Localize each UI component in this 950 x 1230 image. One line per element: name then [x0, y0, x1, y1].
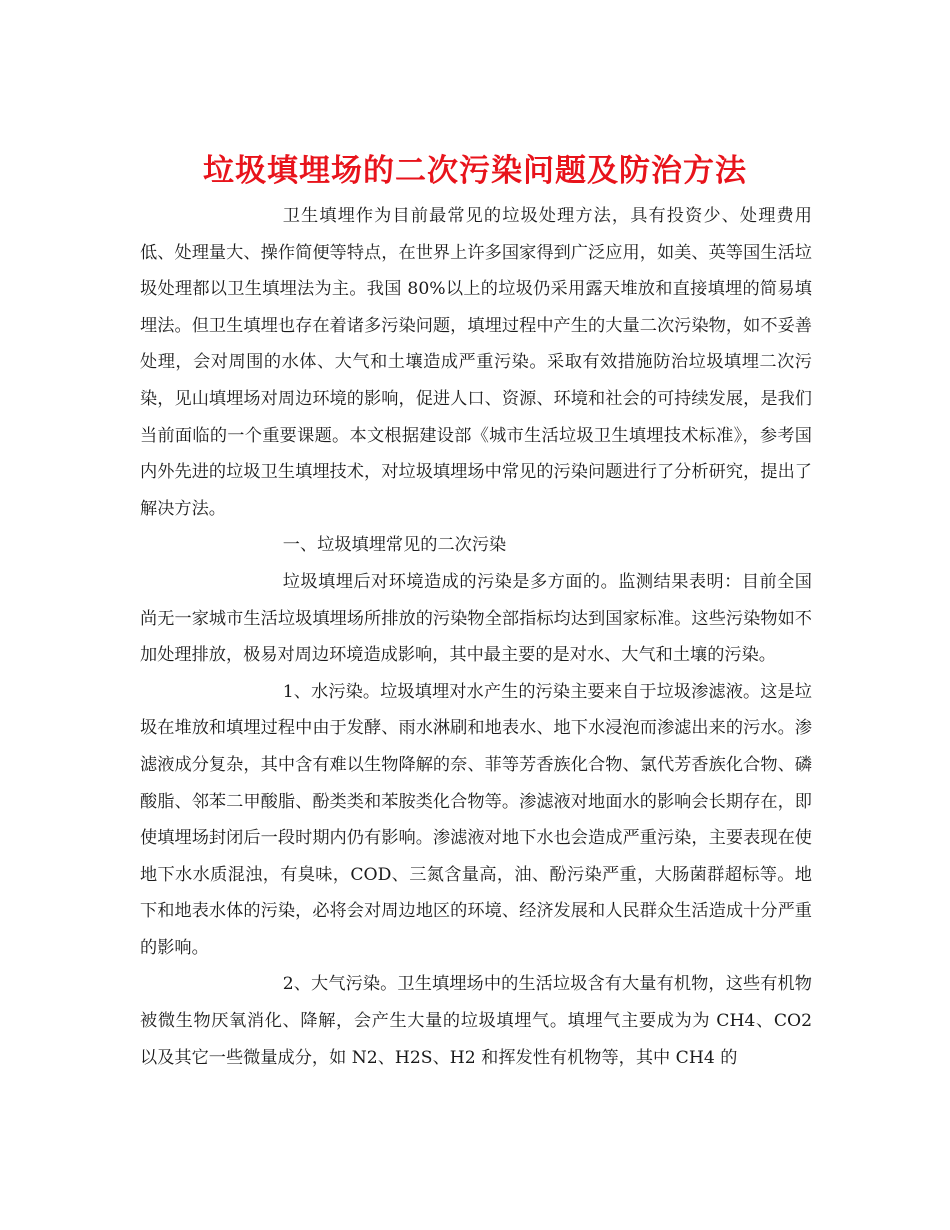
paragraph-water-pollution: 1、水污染。垃圾填埋对水产生的污染主要来自于垃圾渗滤液。这是垃圾在堆放和填埋过程中由于发酵、雨水淋刷和地表水、地下水浸泡而渗滤出来的污水。渗滤液成分复杂，其中含有难以生物降解的奈、菲等芳香族化合物、氯代芳香族化合物、磷酸脂、邻苯二甲酸脂、酚类类和苯胺类化合物等。渗滤液对地面水的影响会长期存在，即使填埋场封闭后一段时期内仍有影响。渗滤液对地下水也会造成严重污染，主要表现在使地下水水质混浊，有臭味，COD、三氮含量高，油、酚污染严重，大肠菌群超标等。地下和地表水体的污染，必将会对周边地区的环境、经济发展和人民群众生活造成十分严重的影响。 [140, 681, 812, 958]
document-body [140, 198, 812, 1076]
document-title: 垃圾填埋场的二次污染问题及防治方法 [203, 152, 747, 189]
paragraph-intro: 卫生填埋作为目前最常见的垃圾处理方法，具有投资少、处理费用低、处理量大、操作简便等特点，在世界上许多国家得到广泛应用，如美、英等国生活垃圾处理都以卫生填埋法为主。我国 80%以上的垃圾仍采用露天堆放和直接填埋的简易填埋法。但卫生填埋也存在着诸多污染问题，填埋过程中产生的大量二次污染物，如不妥善处理，会对周围的水体、大气和土壤造成严重污染。采取有效措施防治垃圾填埋二次污染，见山填埋场对周边环境的影响，促进人口、资源、环境和社会的可持续发展，是我们当前面临的一个重要课题。本文根据建设部《城市生活垃圾卫生填埋技术标准》，参考国内外先进的垃圾卫生填埋技术，对垃圾填埋场中常见的污染问题进行了分析研究，提出了解决方法。 [140, 206, 812, 519]
paragraph-section-1-intro: 垃圾填埋后对环境造成的污染是多方面的。监测结果表明：目前全国尚无一家城市生活垃圾填埋场所排放的污染物全部指标均达到国家标准。这些污染物如不加处理排放，极易对周边环境造成影响，其中最主要的是对水、大气和土壤的污染。 [140, 571, 812, 666]
section-heading-1: 一、垃圾填埋常见的二次污染 [282, 535, 507, 556]
paragraph-air-pollution: 2、大气污染。卫生填埋场中的生活垃圾含有大量有机物，这些有机物被微生物厌氧消化、降解，会产生大量的垃圾填埋气。填埋气主要成为为 CH4、CO2 以及其它一些微量成分，如 N2、H2S、H2 和挥发性有机物等，其中 CH4 的 [140, 974, 812, 1068]
